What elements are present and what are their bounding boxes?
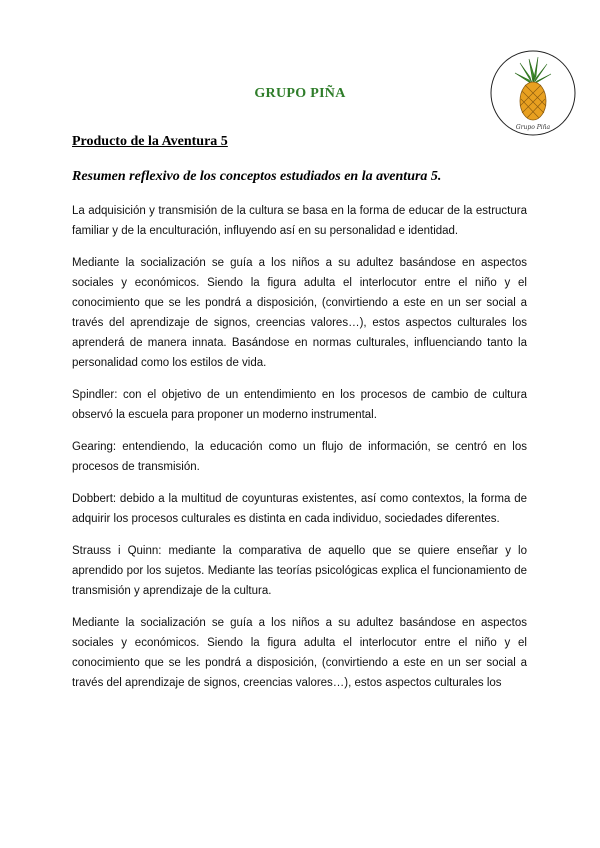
paragraph: La adquisición y transmisión de la cultura se basa en la forma de educar de la estructura familiar y de la enculturación, influyendo así en su personalidad e identidad. (72, 205, 527, 237)
document-heading: Producto de la Aventura 5 (72, 134, 228, 149)
paragraph: Mediante la socialización se guía a los niños a su adultez basándose en aspectos sociales y económicos. Siendo la figura adulta el interlocutor entre el niño y el conocimiento que se les pondrá a disposición, (convirtiendo a este en un ser social a través del aprendizaje de signos, creencias valores…), estos aspectos culturales los aprenderá de manera innata. Basándose en normas culturales, influenciando tanto la personalidad como los estilos de vida. (72, 257, 527, 369)
paragraph: Gearing: entendiendo, la educación como un flujo de información, se centró en los procesos de transmisión. (72, 441, 527, 473)
document-subheading: Resumen reflexivo de los conceptos estudiados en la aventura 5. (72, 169, 442, 184)
paragraph: Dobbert: debido a la multitud de coyunturas existentes, así como contextos, la forma de adquirir los procesos culturales es distinta en cada individuo, sociedades diferentes. (72, 493, 527, 525)
logo-caption: Grupo Piña (515, 124, 551, 131)
paragraph: Strauss i Quinn: mediante la comparativa de aquello que se quiere enseñar y lo aprendido por los sujetos. Mediante las teorías psicológicas explica el funcionamiento de transmisión y aprendizaje de la cultura. (72, 545, 527, 597)
pineapple-logo-icon (489, 49, 577, 137)
paragraph: Spindler: con el objetivo de un entendimiento en los procesos de cambio de cultura observó la escuela para proponer un moderno instrumental. (72, 389, 527, 421)
document-body (72, 201, 527, 705)
paragraph: Mediante la socialización se guía a los niños a su adultez basándose en aspectos sociales y económicos. Siendo la figura adulta el interlocutor entre el niño y el conocimiento que se les pondrá a disposición, (convirtiendo a este en un ser social a través del aprendizaje de signos, creencias valores…), estos aspectos culturales los (72, 617, 527, 689)
group-title: GRUPO PIÑA (254, 86, 346, 101)
